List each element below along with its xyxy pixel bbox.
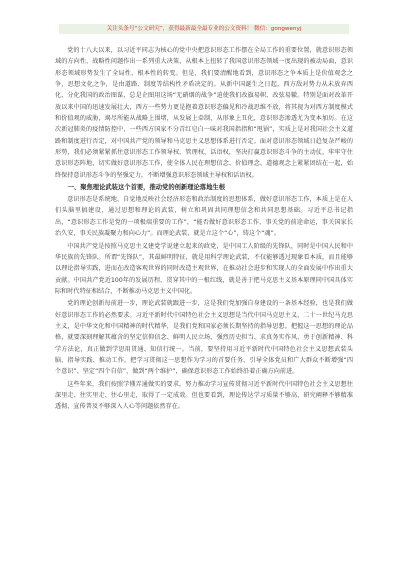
document-body — [55, 45, 353, 413]
section-paragraph: 意识形态是系统地、自觉地反映社会经济形态和政治制度的思想体系，做好意识形态工作，本质上是在人们头脑里搞建设，通过思想和理论的武装，树立和巩固共同理想信念和共同思想基础。习近平总书记指出，“意识形态工作是党的一项极端重要的工作”，“能否做好意识形态工作，事关党的前途命运，事关国家长治久安，事关民族凝聚力和向心力”。而理论武装，就是立这个“心”，铸这个“魂”。 — [55, 196, 353, 238]
section-paragraph: 这些年来，我们按照学懂弄通做实的要求，努力推动学习宣传贯彻习近平新时代中国特色社会主义思想往深里走、往实里走、往心里走，取得了一定成效。但也要看到，理论传达学习质量不够高、研究阐释不够精准透彻、宣传普及不够深入人心等问题依然存在。 — [55, 380, 353, 411]
promo-banner: 关注头条号“公文研究”，获得最新最全最专业的公文资料！ 微信：gongwenyj — [59, 24, 349, 34]
section-paragraph: 党的理论创新每前进一步，理论武装就跟进一步，这是我们党加强自身建设的一条基本经验，也是我们做好意识形态工作的必然要求。习近平新时代中国特色社会主义思想是当代中国马克思主义、二十一世纪马克思主义，是中华文化和中国精神的时代精华，是我们党和国家必须长期坚持的指导思想。把握这一思想的理论品格，就要深刻理解其蕴含的坚定信仰信念、鲜明人民立场、强烈历史担当、求真务实作风、勇于创新精神、科学方法论，真正做到学思用贯通、知信行统一。当前，要坚持用习近平新时代中国特色社会主义思想武装头脑、指导实践、推动工作，把学习贯彻这一思想作为学习的首要任务，引导全体党员和广大群众不断增强“四个意识”、坚定“四个自信”、做到“两个维护”，确保意识形态工作始终沿着正确方向前进。 — [55, 300, 353, 376]
intro-paragraph: 党的十八大以来，以习近平同志为核心的党中央把意识形态工作摆在全局工作的重要位置，就意识形态领域的方向性、战略性问题作出一系列重大决策，从根本上扭转了我国意识形态领域一度出现的被动局面，意识形态领域形势发生了全局性、根本性的转变。但是，我们要清醒地看到，意识形态之争本质上是价值观念之争，思想文化之争，是由道路、制度等结构性矛盾决定的。从新中国诞生之日起，西方敌对势力从未放弃西化、分化我国的政治图谋，总是企图用这场“无硝烟的战争”迫使我们改旗易帜、改弦易辙。特别是面对改革开放以来中国的迅速发展壮大，西方一些势力更是抱着意识形态偏见和冷战思维不放，将其视为对西方制度模式和价值观的威胁，竭尽所能从战略上围堵，从发展上牵制，从形象上丑化，意识形态渗透尤为变本加厉。在这次新冠肺炎的疫情防控中，一些西方国家不分青红皂白一味对我国指指和“甩锅”，实质上是对我国社会主义道路和制度进行否定，对中国共产党的领导和马克思主义思想体系进行否定。面对意识形态领域日趋复杂严峻的形势，我们必须紧紧抓住意识形态工作领导权、管理权、话语权，坚决打赢意识形态斗争的主动仗，牢牢守住意识形态阵地，切实做好意识形态工作，使全体人民在理想信念、价值理念、道德观念上紧紧团结在一起，始终保持意识形态斗争的坚强定力，不断增强意识形态领域主导权和话语权。 — [55, 47, 353, 179]
section-paragraph: 中国共产党是按照马克思主义建党学说建立起来的政党，是中国工人阶级的先锋队，同时是中国人民和中华民族的先锋队。所谓“先锋队”，其最鲜明特征，就是用科学理论武装，不仅能够透过现象看本质，而且能够以理论指导实践，进而在改造客观世界的同时改造主观世界，在推动社会进步和实现人的全面发展中作出重大贡献。中国共产党近100年的发展历程，贯穿其中的一根红线，就是善于把马克思主义基本原理同中国具体实际和时代特征相结合，不断推动马克思主义中国化。 — [55, 242, 353, 295]
section-heading: 一、聚焦理论武装这个首要，推动党的创新理论落地生根 — [67, 184, 226, 192]
